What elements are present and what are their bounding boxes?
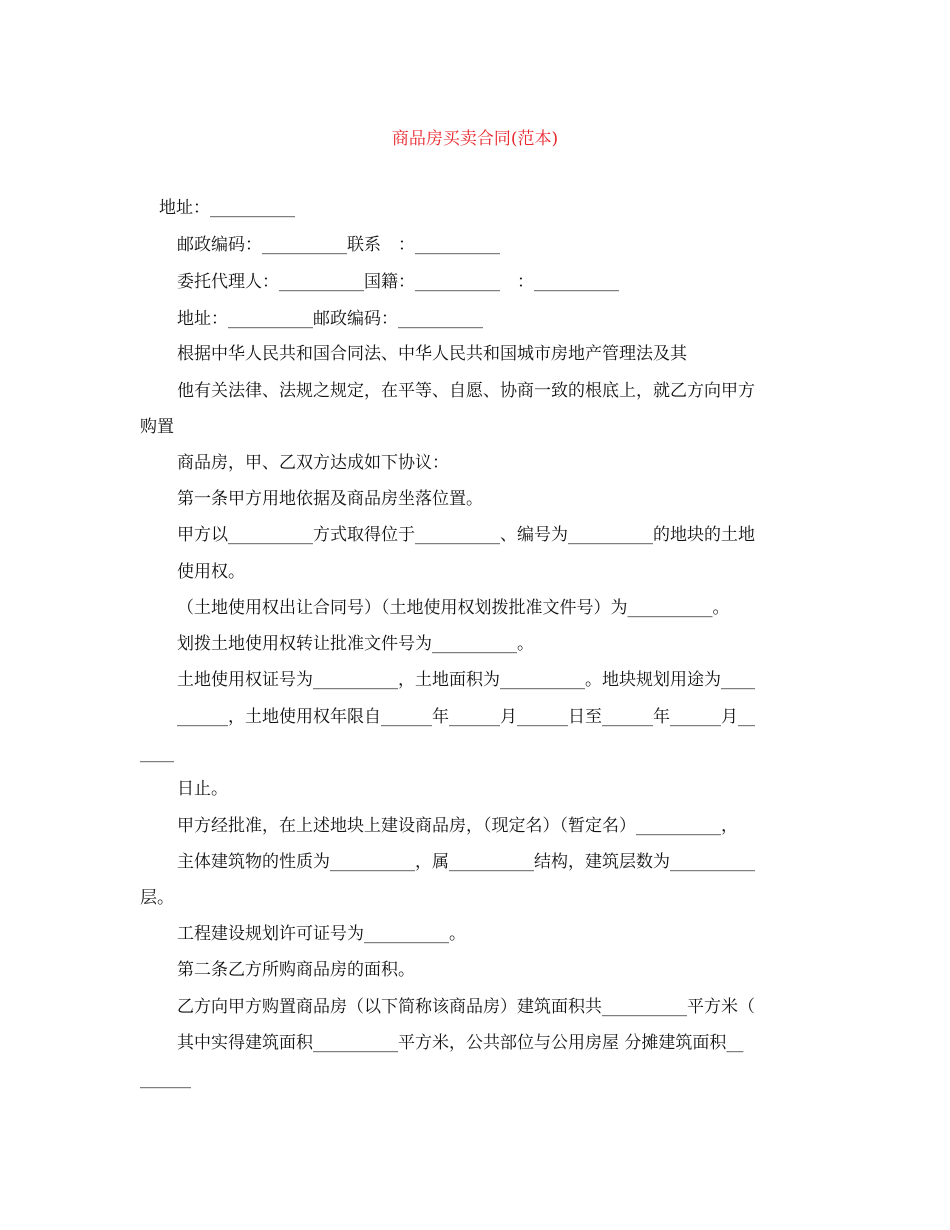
- text-line: 使用权。: [177, 562, 245, 582]
- text-line: 邮政编码：__________联系 ：__________: [177, 235, 500, 255]
- text-line: ______: [140, 1069, 191, 1089]
- text-line: 委托代理人：__________国籍：__________ ：__________: [177, 272, 619, 292]
- text-line: 乙方向甲方购置商品房（以下简称该商品房）建筑面积共__________平方米（: [177, 997, 755, 1017]
- text-line: ____: [140, 743, 174, 763]
- text-line: 根据中华人民共和国合同法、中华人民共和国城市房地产管理法及其: [177, 344, 687, 364]
- text-line: 第二条乙方所购商品房的面积。: [177, 960, 415, 980]
- text-line: 地址：__________邮政编码：__________: [177, 309, 483, 329]
- text-line: 商品房，甲、乙双方达成如下协议：: [177, 453, 449, 473]
- text-line: 层。: [140, 888, 174, 908]
- text-line: 工程建设规划许可证号为__________。: [177, 924, 466, 944]
- text-line: ______，土地使用权年限自______年______月______日至______年______月__: [177, 707, 755, 727]
- document-title: 商品房买卖合同(范本): [391, 129, 559, 149]
- text-line: 主体建筑物的性质为__________，属__________结构，建筑层数为__________: [177, 852, 755, 872]
- text-line: 地址：__________: [159, 198, 295, 218]
- text-line: 甲方以__________方式取得位于__________、编号为__________的地块的土地: [177, 525, 755, 545]
- text-line: 购置: [140, 417, 174, 437]
- text-line: 土地使用权证号为__________，土地面积为__________。地块规划用途为____: [177, 670, 755, 690]
- text-line: 划拨土地使用权转让批准文件号为__________。: [177, 634, 534, 654]
- text-line: 日止。: [177, 779, 228, 799]
- text-line: （土地使用权出让合同号）（土地使用权划拨批准文件号）为__________。: [177, 598, 730, 618]
- text-line: 其中实得建筑面积__________平方米，公共部位与公用房屋 分摊建筑面积__: [177, 1033, 744, 1053]
- text-line: 第一条甲方用地依据及商品房坐落位置。: [177, 489, 483, 509]
- text-line: 他有关法律、法规之规定，在平等、自愿、协商一致的根底上，就乙方向甲方: [177, 381, 755, 401]
- text-line: 甲方经批准，在上述地块上建设商品房，（现定名）（暂定名）__________，: [177, 816, 738, 836]
